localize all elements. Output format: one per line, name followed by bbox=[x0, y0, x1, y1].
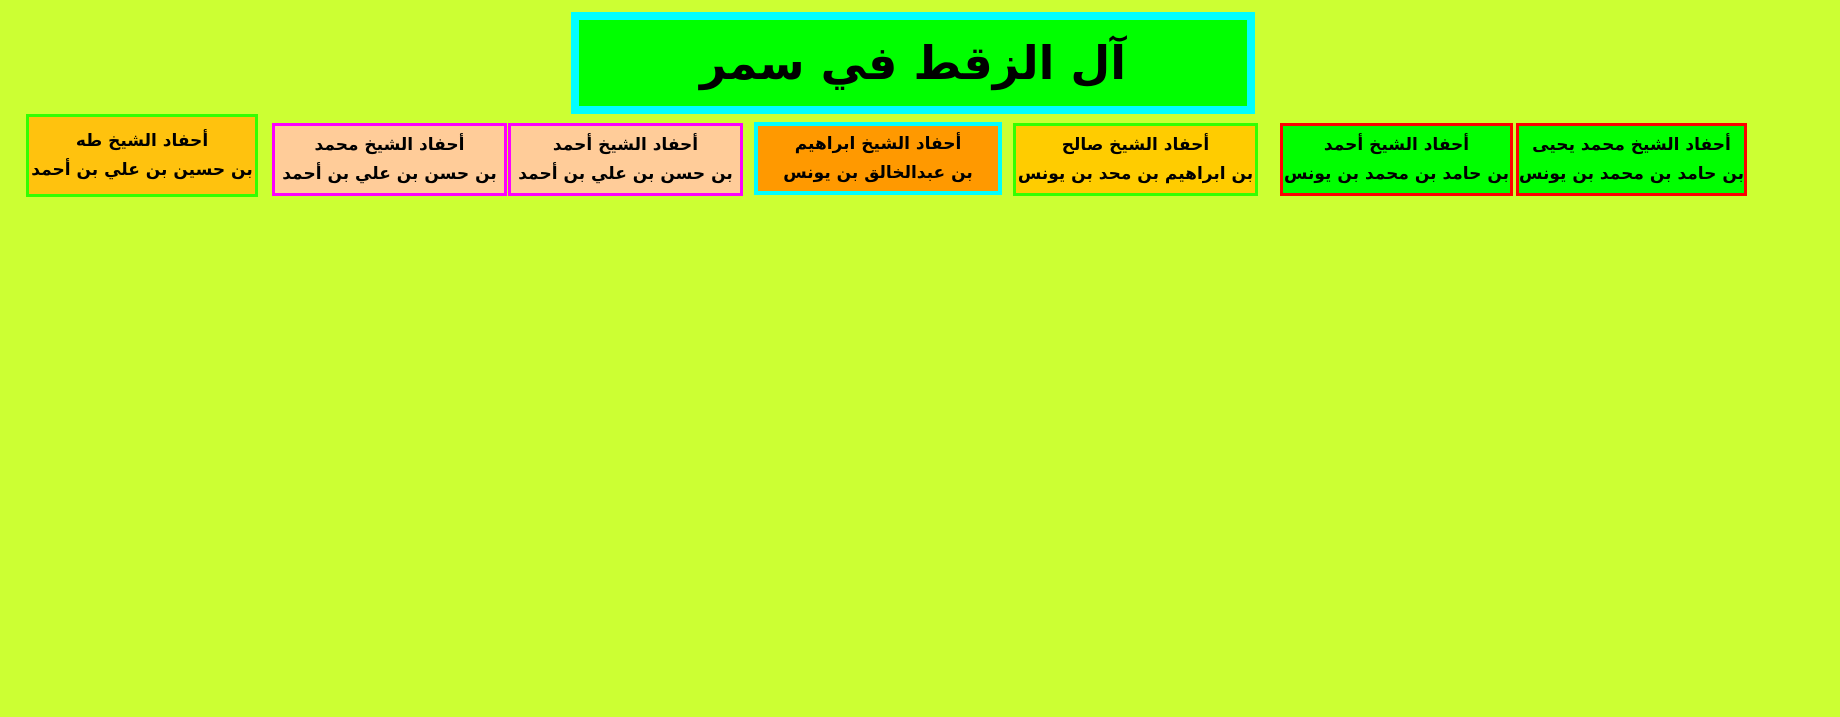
box-line2: بن ابراهيم بن محد بن يونس bbox=[1017, 163, 1254, 184]
box-line1: أحفاد الشيخ صالح bbox=[1061, 134, 1210, 155]
box-line2: بن حسن بن علي بن أحمد bbox=[518, 163, 733, 184]
box-ahmed-hamed[interactable] bbox=[1280, 123, 1513, 196]
box-line1: أحفاد الشيخ محمد bbox=[314, 134, 465, 155]
page-title: آل الزقط في سمر bbox=[699, 36, 1127, 90]
box-saleh[interactable] bbox=[1013, 123, 1258, 196]
box-line1: أحفاد الشيخ طه bbox=[75, 130, 209, 151]
box-ahmed-hassan[interactable] bbox=[508, 123, 743, 196]
box-mohammed-hassan[interactable] bbox=[272, 123, 507, 196]
box-line1: أحفاد الشيخ أحمد bbox=[552, 134, 699, 155]
box-line2: بن عبدالخالق بن يونس bbox=[783, 162, 973, 183]
box-line1: أحفاد الشيخ أحمد bbox=[1323, 134, 1470, 155]
box-line2: بن حسين بن علي بن أحمد bbox=[31, 159, 253, 180]
box-ibrahim[interactable] bbox=[754, 122, 1002, 195]
box-line2: بن حامد بن محمد بن يونس bbox=[1283, 163, 1510, 184]
box-line2: بن حسن بن علي بن أحمد bbox=[282, 163, 497, 184]
box-line1: أحفاد الشيخ ابراهيم bbox=[794, 133, 962, 154]
box-mohammed-yahya[interactable] bbox=[1516, 123, 1747, 196]
box-line1: أحفاد الشيخ محمد يحيى bbox=[1532, 134, 1731, 155]
box-taha[interactable] bbox=[26, 114, 258, 197]
page-title-banner bbox=[571, 12, 1255, 114]
box-line2: بن حامد بن محمد بن يونس bbox=[1518, 163, 1745, 184]
